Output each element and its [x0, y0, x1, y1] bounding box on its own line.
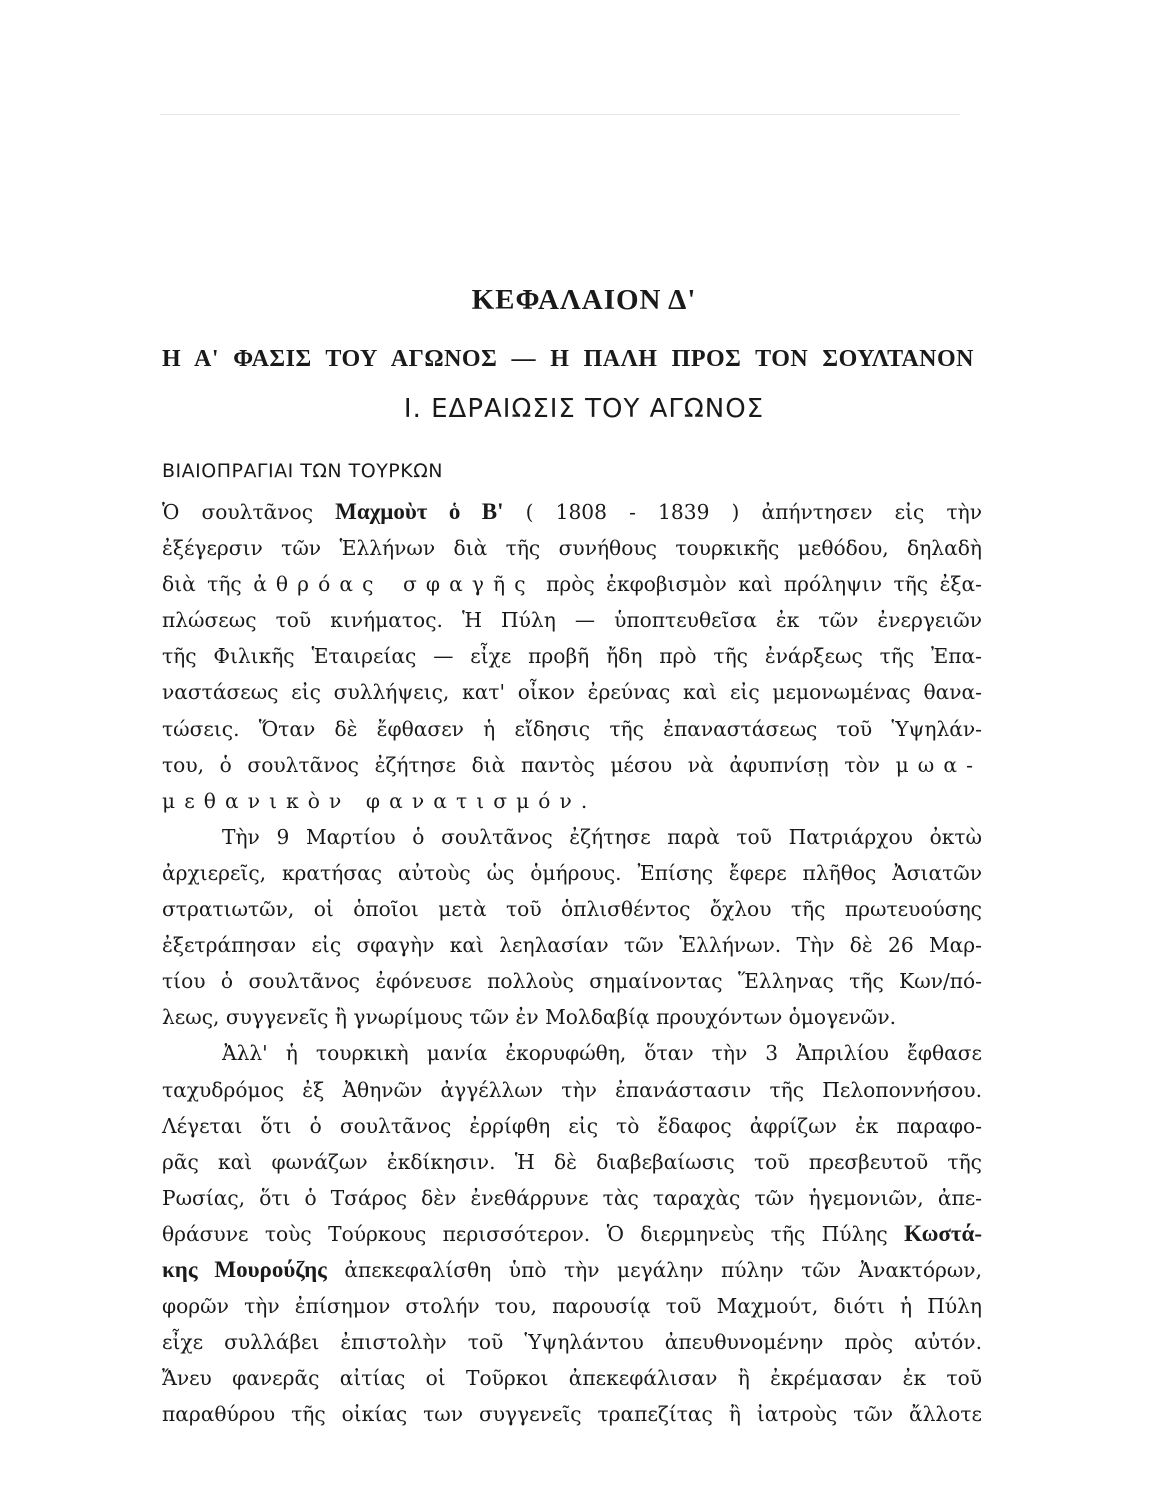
text-run: τίου ὁ σουλτᾶνος ἐφόνευσε πολλοὺς σημαίνοντας Ἕλληνας τῆς Κων/πό- [162, 969, 982, 994]
text-run: . [580, 788, 588, 813]
text-run: Τὴν 9 Μαρτίου ὁ σουλτᾶνος ἐζήτησε παρὰ τοῦ Πατριάρχου ὀκτὼ [222, 824, 982, 849]
text-line [162, 674, 982, 710]
text-run: πλώσεως τοῦ κινήματος. Ἡ Πύλη — ὑποπτευθεῖσα ἐκ τῶν ἐνεργειῶν [162, 608, 982, 633]
text-line [162, 999, 982, 1035]
text-line [162, 1252, 982, 1288]
text-run: ( 1808 - 1839 ) ἀπήντησεν εἰς τὴν [503, 500, 982, 524]
text-run: ἐξετράπησαν εἰς σφαγὴν καὶ λεηλασίαν τῶν Ἑλλήνων. Τὴν δὲ 26 Μαρ- [162, 933, 982, 958]
text-run: ἀπεκεφαλίσθη ὑπὸ τὴν μεγάλην πύλην τῶν Ἀνακτόρων, [326, 1257, 982, 1282]
text-run: τῆς Φιλικῆς Ἑταιρείας — εἶχε προβῆ ἤδη πρὸ τῆς ἐνάρξεως τῆς Ἐπα- [162, 644, 982, 669]
text-run: Ἄνευ φανερᾶς αἰτίας οἱ Τοῦρκοι ἀπεκεφάλισαν ἢ ἐκρέμασαν ἐκ τοῦ [162, 1366, 982, 1391]
text-run: εἶχε συλλάβει ἐπιστολὴν τοῦ Ὑψηλάντου ἀπευθυνομένην πρὸς αὐτόν. [162, 1330, 982, 1355]
text-line [162, 1072, 982, 1108]
text-line [162, 1288, 982, 1324]
spaced-emphasis: μεθανικὸν φανατισμόν [162, 788, 581, 813]
text-line [162, 494, 982, 530]
body-text [162, 494, 982, 1432]
text-line [162, 1108, 982, 1144]
text-run: ἐξέγερσιν τῶν Ἑλλήνων διὰ τῆς συνήθους τουρκικῆς μεθόδου, δηλαδὴ [162, 536, 982, 561]
text-run: θράσυνε τοὺς Τούρκους περισσότερον. Ὁ διερμηνεὺς τῆς Πύλης [162, 1221, 905, 1246]
text-line [162, 891, 982, 927]
text-line [162, 638, 982, 674]
side-heading: ΒΙΑΙΟΠΡΑΓΙΑΙ ΤΩΝ ΤΟΥΡΚΩΝ [162, 460, 443, 482]
text-line [162, 1360, 982, 1396]
text-run: τώσεις. Ὅταν δὲ ἔφθασεν ἡ εἴδησις τῆς ἐπαναστάσεως τοῦ Ὑψηλάν- [162, 716, 982, 741]
text-run: διὰ τῆς [162, 572, 254, 597]
text-run: ταχυδρόμος ἐξ Ἀθηνῶν ἀγγέλλων τὴν ἐπανάστασιν τῆς Πελοποννήσου. [162, 1077, 982, 1102]
text-line [162, 855, 982, 891]
text-line [162, 1035, 982, 1071]
text-line [162, 1180, 982, 1216]
text-line [162, 1216, 982, 1252]
spaced-emphasis: μωα- [895, 752, 982, 777]
text-run: ναστάσεως εἰς συλλήψεις, κατ' οἶκον ἐρεύνας καὶ εἰς μεμονωμένας θανα- [162, 680, 982, 705]
text-run: Ρωσίας, ὅτι ὁ Τσάρος δὲν ἐνεθάρρυνε τὰς ταραχὰς τῶν ἡγεμονιῶν, ἀπε- [162, 1185, 982, 1210]
text-run: Ὁ σουλτᾶνος [162, 500, 336, 524]
text-run: ἀρχιερεῖς, κρατήσας αὐτοὺς ὡς ὁμήρους. Ἐπίσης ἔφερε πλῆθος Ἀσιατῶν [162, 860, 982, 885]
text-line [162, 566, 982, 602]
bold-name: κης Μουρούζης [162, 1256, 327, 1282]
text-line [162, 1396, 982, 1432]
text-line [162, 530, 982, 566]
text-run: του, ὁ σουλτᾶνος ἐζήτησε διὰ παντὸς μέσου νὰ ἀφυπνίσῃ τὸν [162, 752, 896, 777]
spaced-emphasis: ἀθρόας σφαγῆς [253, 572, 535, 597]
text-run: Ἀλλ' ἡ τουρκικὴ μανία ἐκορυφώθη, ὅταν τὴν 3 Ἀπριλίου ἔφθασε [222, 1041, 982, 1066]
text-run: παραθύρου τῆς οἰκίας των συγγενεῖς τραπεζίτας ἢ ἰατροὺς τῶν ἄλλοτε [162, 1402, 982, 1427]
text-run: λεως, συγγενεῖς ἢ γνωρίμους τῶν ἐν Μολδαβίᾳ προυχόντων ὁμογενῶν. [162, 1005, 897, 1030]
text-line [162, 1324, 982, 1360]
text-line [162, 711, 982, 747]
bold-name: Μαχμοὺτ ὁ Β' [335, 499, 504, 524]
text-run: Λέγεται ὅτι ὁ σουλτᾶνος ἐρρίφθη εἰς τὸ ἔδαφος ἀφρίζων ἐκ παραφο- [162, 1113, 982, 1138]
bold-name: Κωστά- [904, 1220, 982, 1246]
text-line [162, 1144, 982, 1180]
text-run: φορῶν τὴν ἐπίσημον στολήν του, παρουσίᾳ τοῦ Μαχμούτ, διότι ἡ Πύλη [162, 1294, 982, 1319]
text-line [162, 963, 982, 999]
text-line [162, 819, 982, 855]
text-run: πρὸς ἐκφοβισμὸν καὶ πρόληψιν τῆς ἐξα- [534, 572, 982, 597]
bleed-through-shadow [160, 114, 960, 115]
text-line [162, 783, 982, 819]
part-title: Η Α' ΦΑΣΙΣ ΤΟΥ ΑΓΩΝΟΣ — Η ΠΑΛΗ ΠΡΟΣ ΤΟΝ ΣΟΥΛΤΑΝΟΝ [162, 346, 974, 372]
text-run: ρᾶς καὶ φωνάζων ἐκδίκησιν. Ἡ δὲ διαβεβαίωσις τοῦ πρεσβευτοῦ τῆς [162, 1149, 982, 1174]
section-title: Ι. ΕΔΡΑΙΩΣΙΣ ΤΟΥ ΑΓΩΝΟΣ [403, 394, 765, 424]
text-line [162, 602, 982, 638]
text-line [162, 747, 982, 783]
text-line [162, 927, 982, 963]
chapter-heading: ΚΕΦΑΛΑΙΟΝ Δ' [471, 284, 697, 316]
text-run: στρατιωτῶν, οἱ ὁποῖοι μετὰ τοῦ ὁπλισθέντος ὄχλου τῆς πρωτευούσης [162, 897, 982, 922]
